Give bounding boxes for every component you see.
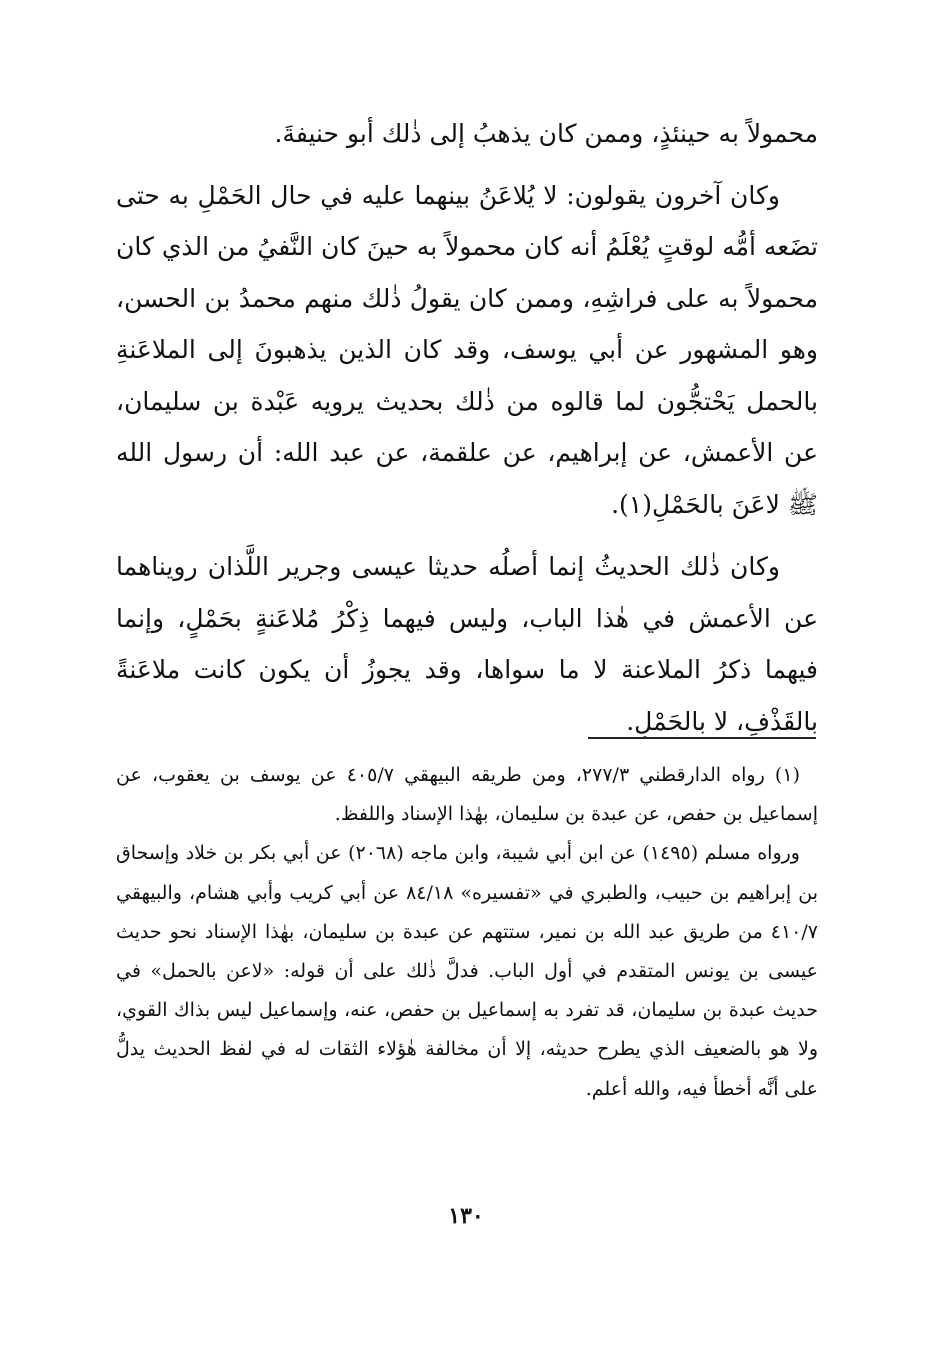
- footnote-1-continuation: ورواه مسلم (١٤٩٥) عن ابن أبي شيبة، وابن ماجه (٢٠٦٨) عن أبي بكر بن خلاد وإسحاق بن إبراهيم بن حبيب، والطبري في «تفسيره» ٨٤/١٨ عن أبي كريب وأبي هشام، والبيهقي ٤١٠/٧ من طريق عبد الله بن نمير، ستتهم عن عبدة بن سليمان، بهٰذا الإسناد نحو حديث عيسى بن يونس المتقدم في أول الباب. فدلَّ ذٰلك على أن قوله: «لاعن بالحمل» في حديث عبدة بن سليمان، قد تفرد به إسماعيل بن حفص، عنه، وإسماعيل ليس بذاك القوي، ولا هو بالضعيف الذي يطرح حديثه، إلا أن مخالفة هٰؤلاء الثقات له في لفظ الحديث يدلُّ على أنَّه أخطأ فيه، والله أعلم.: [116, 842, 818, 1100]
- footnote-separator: [588, 737, 816, 739]
- main-body-text: [116, 108, 818, 758]
- body-paragraph-1: وكان آخرون يقولون: لا يُلاعَنُ بينهما عليه في حال الحَمْلِ به حتى تضَعه أمُّه لوقتٍ يُعْلَمُ أنه كان محمولاً به حينَ كان النَّفيُ من الذي كان محمولاً به على فراشِهِ، وممن كان يقولُ ذٰلك منهم محمدُ بن الحسن، وهو المشهور عن أبي يوسف، وقد كان الذين يذهبونَ إلى الملاعَنةِ بالحمل يَحْتجُّون لما قالوه من ذٰلك بحديث يرويه عَبْدة بن سليمان، عن الأعمش، عن إبراهيم، عن علقمة، عن عبد الله: أن رسول الله ﷺ لاعَنَ بالحَمْلِ(١).: [116, 180, 818, 519]
- footnotes-section: [116, 756, 818, 1109]
- page-number: ١٣٠: [448, 1203, 484, 1229]
- opening-line: محمولاً به حينئذٍ، وممن كان يذهبُ إلى ذٰلك أبو حنيفةَ.: [274, 119, 818, 148]
- footnote-1: (١) رواه الدارقطني ٢٧٧/٣، ومن طريقه البيهقي ٤٠٥/٧ عن يوسف بن يعقوب، عن إسماعيل بن حفص، عن عبدة بن سليمان، بهٰذا الإسناد واللفظ.: [116, 764, 818, 826]
- body-paragraph-2: وكان ذٰلك الحديثُ إنما أصلُه حديثا عيسى وجرير اللَّذان رويناهما عن الأعمش في هٰذا الباب، وليس فيهما ذِكْرُ مُلاعَنةٍ بحَمْلٍ، وإنما فيهما ذكرُ الملاعنة لا ما سواها، وقد يجوزُ أن يكون كانت ملاعَنةً بالقَذْفِ، لا بالحَمْلِ.: [116, 552, 819, 736]
